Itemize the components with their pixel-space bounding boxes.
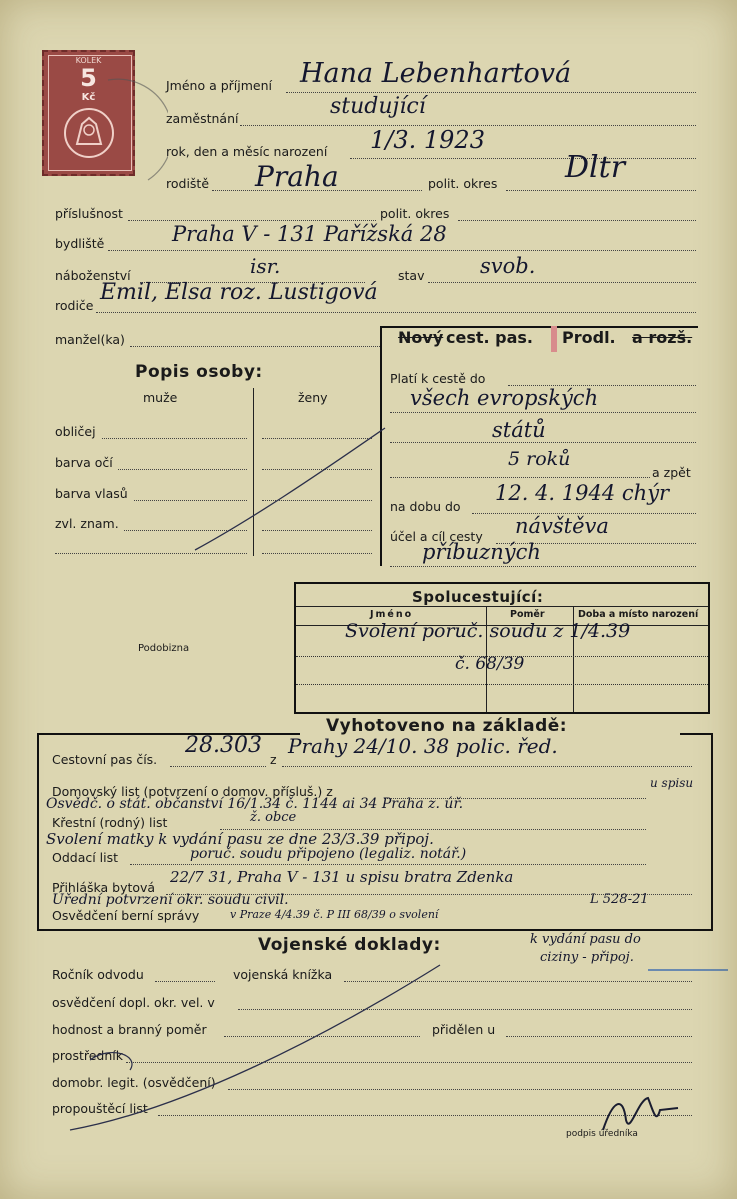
nationality-label: příslušnost [55,206,123,221]
name-label: Jméno a příjmení [166,78,273,93]
purpose-value-1: návštěva [515,514,609,538]
spouse-label: manžel(ka) [55,332,125,347]
housing-value: 22/7 31, Praha V - 131 u spisu bratra Zdenka [170,868,514,886]
status-label: stav [398,268,425,283]
citizenship-value: Osvědč. o stát. občanství 16/1.34 č. 1144 ai 34 Praha z. úř. [46,796,464,812]
male-column-label: muže [143,390,178,405]
photo-label: Podobizna [138,643,190,654]
companions-title: Spolucestující: [412,588,544,606]
extend-label: Prodl. [562,328,616,347]
passport-issuer-value: Prahy 24/10. 38 polic. řed. [288,734,558,758]
rozs-label: a rozš. [632,328,693,347]
stamp-header: KOLEK [75,56,102,65]
side-note-1: k vydání pasu do [530,932,641,947]
companion-entry-2: č. 68/39 [455,654,525,674]
domicile-label: Domovský list (potvrzení o domov. přísluš.) z [52,784,333,799]
passport-number-label: Cestovní pas čís. [52,752,158,767]
residence-value: Praha V - 131 Pařížská 28 [172,222,447,246]
companion-entry-1: Svolení poruč. soudu z 1/4.39 [345,620,631,642]
rank-label: hodnost a branný poměr [52,1022,207,1037]
draft-year-label: Ročník odvodu [52,967,144,982]
parents-value: Emil, Elsa roz. Lustigová [100,280,378,305]
passport-type-label: cest. pas. [446,328,534,347]
district-label: polit. okres [428,176,498,191]
district-value: Dltr [565,150,626,185]
cert-label: osvědčení dopl. okr. vel. v [52,995,215,1010]
valid-label: Platí k cestě do [390,371,486,386]
marks-label: zvl. znam. [55,516,119,531]
companions-col-birth: Doba a místo narození [578,609,699,620]
military-cancel-stroke [60,960,460,1140]
parents-label: rodiče [55,298,94,313]
return-label: a zpět [652,465,691,480]
birthplace-value: Praha [255,160,339,193]
residence-label: bydliště [55,236,105,251]
birth-label: rok, den a měsíc narození [166,144,328,159]
blue-underline [648,969,728,971]
companions-col-relation: Poměr [510,609,545,620]
face-label: obličej [55,424,96,439]
valid-value-1: všech evropských [410,386,599,410]
period-label: na dobu do [390,499,461,514]
assigned-label: přidělen u [432,1022,496,1037]
red-mark [551,326,557,352]
duration-value: 5 roků [508,448,571,470]
religion-value: isr. [250,254,281,278]
period-value: 12. 4. 1944 chýr [495,481,670,505]
stamp-unit: Kč [81,92,96,103]
marriage-label: Oddací list [52,850,119,865]
nationality-district-label: polit. okres [380,206,450,221]
stamp-value: 5 [80,64,97,92]
housing-label: Přihláška bytová [52,880,156,895]
occupation-label: zaměstnání [166,111,239,126]
valid-value-2: států [492,418,546,442]
passport-number-value: 28.303 [185,733,262,758]
mediator-label: prostředník [52,1048,123,1063]
occupation-value: studující [330,94,426,119]
postmark [88,70,168,190]
eyes-label: barva očí [55,455,113,470]
tax-value: v Praze 4/4.39 č. P III 68/39 o svolení [230,908,439,921]
official-signature [598,1090,688,1140]
basis-title: Vyhotoveno na základě: [326,716,568,736]
cancel-stroke [190,420,390,560]
tax-label: Osvědčení berní správy [52,908,200,923]
marriage-value: poruč. soudu připojeno (legaliz. notář.) [190,846,467,862]
baptism-value: ž. obce [250,810,297,825]
baptism-label: Křestní (rodný) list [52,815,168,830]
military-book-label: vojenská knížka [233,967,333,982]
consent-value: Svolení matky k vydání pasu ze dne 23/3.39 připoj. [46,830,434,848]
birth-value: 1/3. 1923 [370,126,485,154]
hair-label: barva vlasů [55,486,128,501]
new-label: Nový [398,328,444,347]
side-note-2: ciziny - připoj. [540,950,634,965]
note-ref: L 528-21 [590,892,649,907]
domicile-note: u spisu [650,776,694,790]
birthplace-label: rodiště [166,176,210,191]
signature-label: podpis úředníka [566,1129,638,1139]
purpose-label: účel a cíl cesty [390,529,483,544]
purpose-value-2: příbuzných [422,540,541,564]
name-value: Hana Lebenhartová [300,58,572,89]
religion-label: náboženství [55,268,131,283]
legion-label: domobr. legit. (osvědčení) [52,1075,216,1090]
status-value: svob. [480,254,536,278]
passport-from-label: z [270,752,277,767]
military-title: Vojenské doklady: [258,935,441,955]
release-label: propouštěcí list [52,1101,148,1116]
female-column-label: ženy [298,390,328,405]
description-title: Popis osoby: [135,362,263,382]
companions-col-name: Jméno [370,609,414,620]
note-value: Úřední potvrzení okr. soudu civil. [52,892,289,908]
